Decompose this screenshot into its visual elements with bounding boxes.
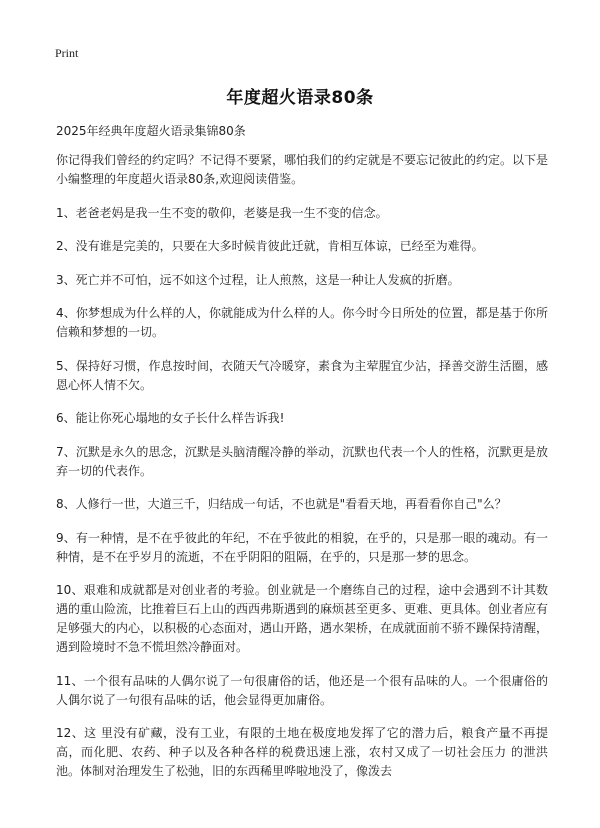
quote-item: 7、沉默是永久的思念，沉默是头脑清醒冷静的举动，沉默也代表一个人的性格，沉默更是放弃一切的代表作。 xyxy=(56,444,548,478)
page-subtitle: 2025年经典年度超火语录集锦80条 xyxy=(56,124,246,138)
intro-paragraph: 你记得我们曾经的约定吗？不记得不要紧，哪怕我们的约定就是不要忘记彼此的约定。以下是小编整理的年度超火语录80条,欢迎阅读借鉴。 xyxy=(56,153,549,186)
quote-item: 1、老爸老妈是我一生不变的敬仰，老婆是我一生不变的信念。 xyxy=(56,205,388,220)
page-title: 年度超火语录80条 xyxy=(226,88,374,108)
quote-item: 12、这 里没有矿藏，没有工业，有限的土地在极度地发挥了它的潜力后，粮食产量不再提高，而化肥、农药、种子以及各种各样的税费迅速上涨，农村又成了一切社会压力 的泄洪池。体制对治理发生了松弛，旧的东西稀里哗啦地没了，像泼去 xyxy=(56,726,548,778)
quote-item: 2、没有谁是完美的，只要在大多时候肯彼此迁就，肯相互体谅，已经至为难得。 xyxy=(56,239,484,253)
quote-item: 10、艰难和成就都是对创业者的考验。创业就是一个磨练自己的过程，途中会遇到不计其数遇的重山险流，比推着巨石上山的西西弗斯遇到的麻烦甚至更多、更难、更具体。创业者应有足够强大的内心，以积极的心态面对，遇山开路，遇水架桥，在成就面前不骄不躁保持清醒，遇到险境时不急不慌坦然冷静面对。 xyxy=(56,583,549,654)
quote-item: 6、能让你死心塌地的女子长什么样告诉我! xyxy=(56,411,285,425)
print-label: Print xyxy=(55,46,79,60)
quote-item: 8、人修行一世，大道三千，归结成一句话，不也就是"看看天地，再看看你自己"么？ xyxy=(56,497,507,511)
quote-item: 11、一个很有品味的人偶尔说了一句很庸俗的话，他还是一个很有品味的人。一个很庸俗的人偶尔说了一句很有品味的话，他会显得更加庸俗。 xyxy=(56,673,548,707)
quote-item: 4、你梦想成为什么样的人，你就能成为什么样的人。你今时今日所处的位置，都是基于你所信赖和梦想的一切。 xyxy=(56,306,548,339)
document-body xyxy=(56,151,548,796)
quote-item: 3、死亡并不可怕，远不如这个过程，让人煎熬，这是一种让人发疯的折磨。 xyxy=(56,272,460,287)
quote-item: 9、有一种情，是不在乎彼此的年纪，不在乎彼此的相貌，在乎的，只是那一眼的魂动。有一种情，是不在乎岁月的流逝，不在乎阴阳的阻隔，在乎的，只是那一梦的思念。 xyxy=(56,530,548,564)
quote-item: 5、保持好习惯，作息按时间，衣随天气冷暖穿，素食为主荤腥宜少沾，择善交游生活圈，感恩心怀人情不欠。 xyxy=(56,358,548,392)
